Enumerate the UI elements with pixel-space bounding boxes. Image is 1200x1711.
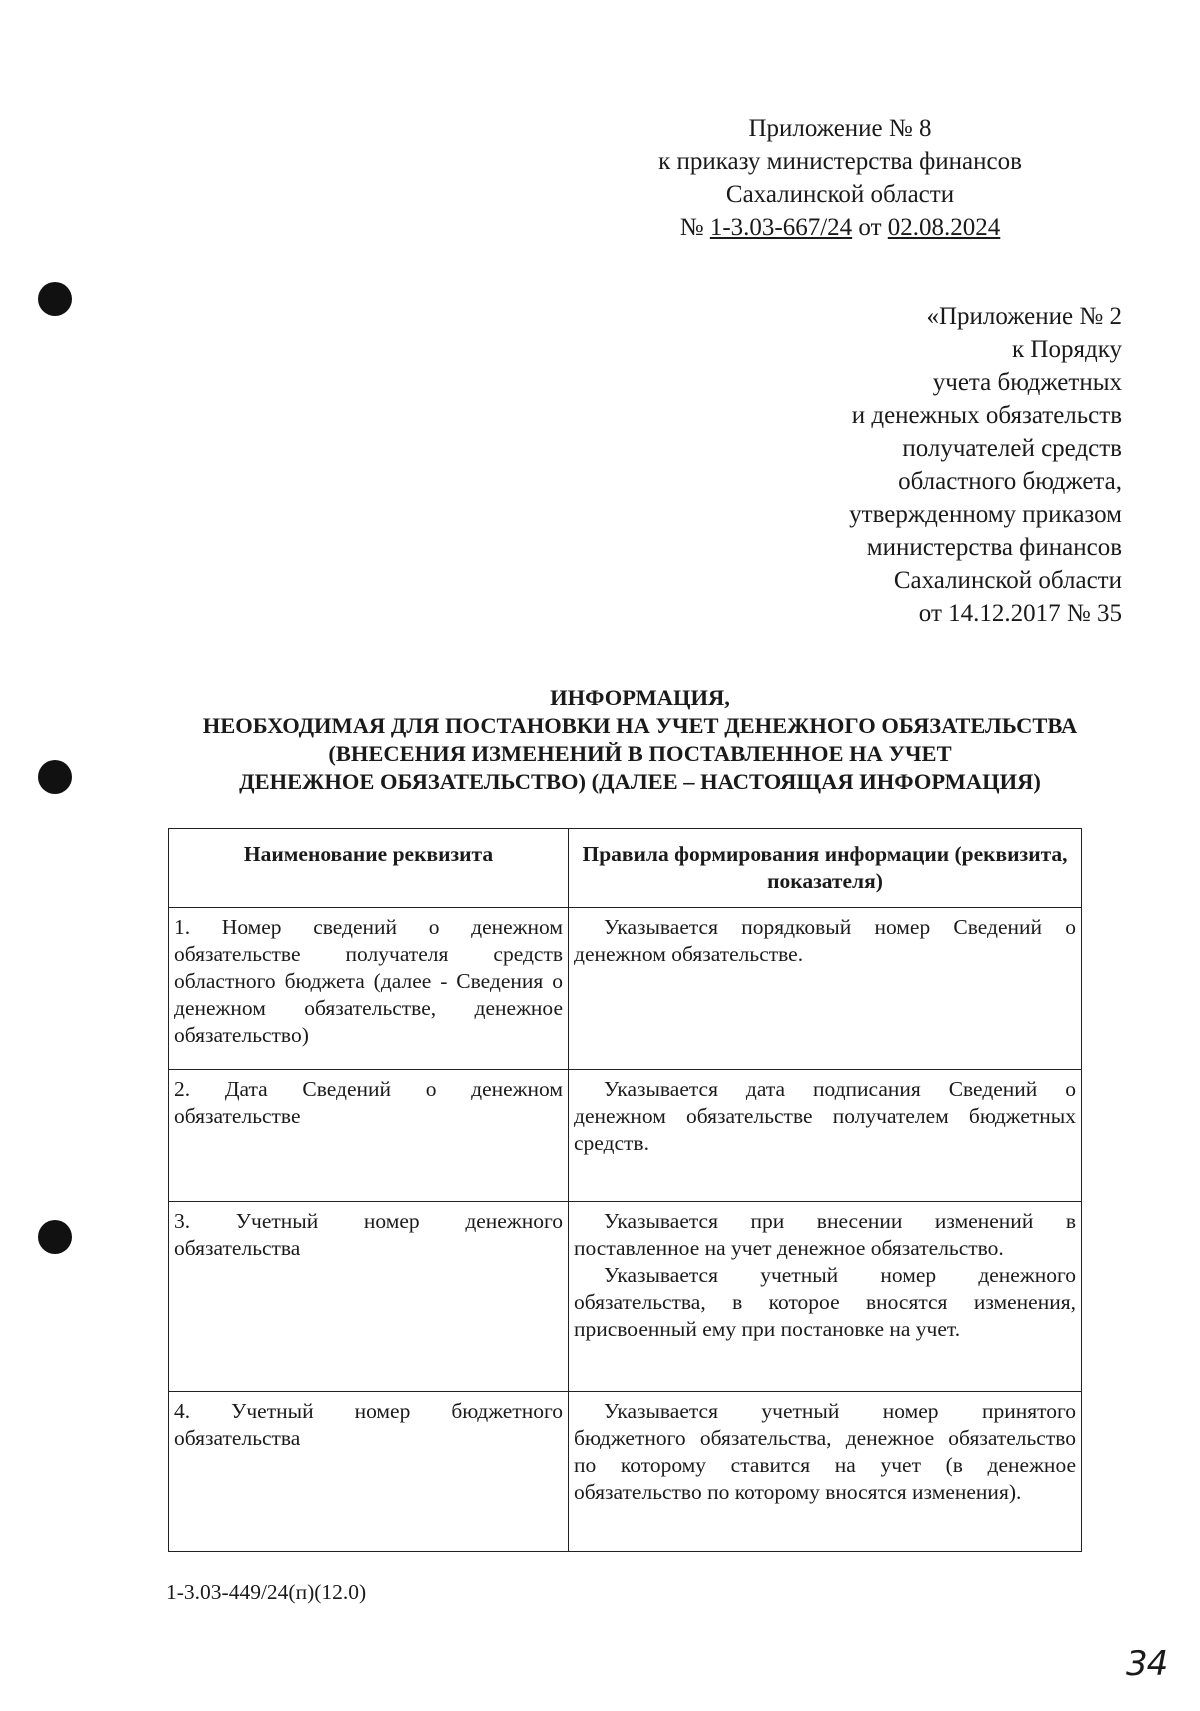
table-header-row [169,829,1082,908]
reference-line: и денежных обязательств [851,402,1122,429]
reference-line: «Приложение № 2 [926,303,1122,330]
title-line: ДЕНЕЖНОЕ ОБЯЗАТЕЛЬСТВО) (ДАЛЕЕ – НАСТОЯЩАЯ ИНФОРМАЦИЯ) [239,769,1041,794]
requisite-name: 4. Учетный номер бюджетного обязательства [169,1392,569,1552]
reference-line: министерства финансов [866,534,1122,561]
reference-line: к Порядку [1012,336,1122,363]
title-line: ИНФОРМАЦИЯ, [550,685,730,710]
footer-document-code: 1-3.03-449/24(п)(12.0) [166,1580,367,1604]
appendix-region-line: Сахалинской области [725,181,955,208]
document-title [160,684,1120,796]
requisite-name: 3. Учетный номер денежного обязательства [169,1202,569,1392]
reference-line: учета бюджетных [932,369,1122,396]
rule-text: Указывается дата подписания Сведений о денежном обязательстве получателем бюджетных средств. [574,1077,1076,1155]
requisite-rules [569,1392,1082,1552]
column-header-name: Наименование реквизита [169,829,569,908]
appendix-order-ref [560,211,1120,244]
reference-line: от 14.12.2017 № 35 [918,600,1122,627]
reference-line: утвержденному приказом [849,501,1122,528]
appendix-title: Приложение № 8 [748,115,932,142]
appendix-header [560,112,1120,244]
reference-line: областного бюджета, [898,468,1122,495]
table-row [169,908,1082,1070]
punch-hole [38,1220,72,1254]
reference-line: Сахалинской области [893,567,1122,594]
punch-hole [38,760,72,794]
order-date: 02.08.2024 [887,214,1001,241]
title-line: НЕОБХОДИМАЯ ДЛЯ ПОСТАНОВКИ НА УЧЕТ ДЕНЕЖНОГО ОБЯЗАТЕЛЬСТВА [202,713,1078,738]
rule-text: Указывается порядковый номер Сведений о денежном обязательстве. [574,915,1076,966]
handwritten-page-number: 34 [1126,1644,1168,1684]
title-line: (ВНЕСЕНИЯ ИЗМЕНЕНИЙ В ПОСТАВЛЕННОЕ НА УЧЕТ [328,741,952,766]
rule-text: Указывается учетный номер денежного обязательства, в которое вносятся изменения, присвоенный ему при постановке на учет. [574,1263,1076,1341]
rule-text: Указывается при внесении изменений в поставленное на учет денежное обязательство. [574,1209,1076,1260]
appendix-order-line: к приказу министерства финансов [658,148,1022,175]
requisite-name: 2. Дата Сведений о денежном обязательстве [169,1070,569,1202]
requisite-name: 1. Номер сведений о денежном обязательстве получателя средств областного бюджета (далее - Сведения о денежном обязательстве, денежное обязательство) [169,908,569,1070]
order-number: 1-3.03-667/24 [709,214,853,241]
table-row [169,1202,1082,1392]
requisite-rules [569,1202,1082,1392]
table-row [169,1392,1082,1552]
appendix-reference [702,300,1122,630]
requisites-table [168,828,1082,1552]
rule-text: Указывается учетный номер принятого бюджетного обязательства, денежное обязательство по которому ставится на учет (в денежное обязательство по которому вносятся изменения). [574,1399,1076,1504]
punch-hole [38,282,72,316]
requisite-rules [569,908,1082,1070]
column-header-rules: Правила формирования информации (реквизита, показателя) [569,829,1082,908]
order-number-prefix: № [679,214,710,241]
order-date-prefix: от [852,214,888,241]
reference-line: получателей средств [902,435,1122,462]
table-row [169,1070,1082,1202]
requisite-rules [569,1070,1082,1202]
